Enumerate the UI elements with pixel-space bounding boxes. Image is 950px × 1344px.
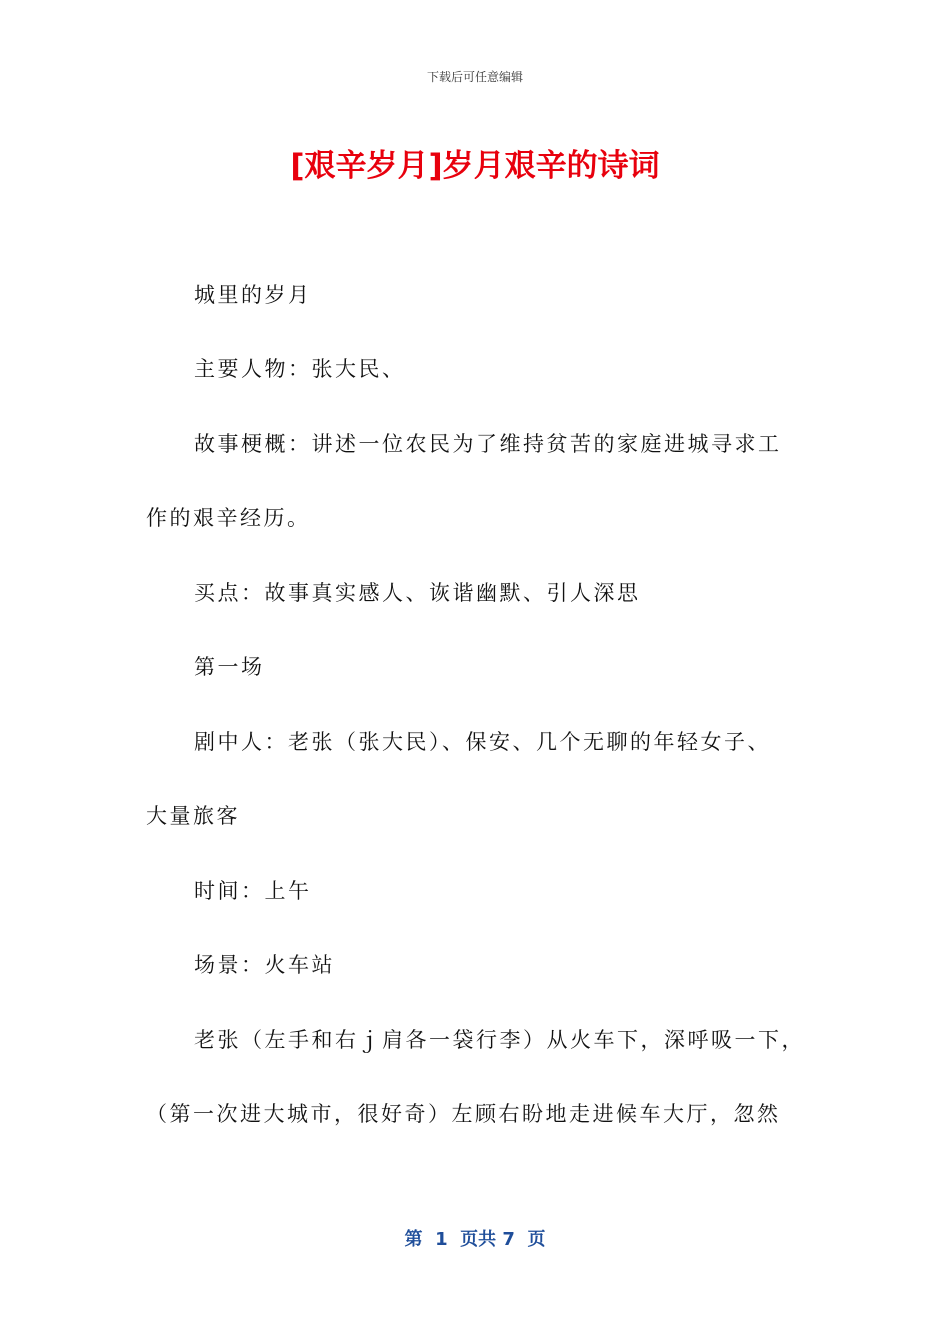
body-line: 老张（左手和右ｊ肩各一袋行李）从火车下，深呼吸一下，	[194, 1028, 805, 1052]
body-line: 作的艰辛经历。	[146, 506, 311, 530]
body-line: 城里的岁月	[194, 283, 312, 307]
body-line: （第一次进大城市，很好奇）左顾右盼地走进候车大厅，忽然	[146, 1102, 781, 1126]
body-line: 买点：故事真实感人、诙谐幽默、引人深思	[194, 581, 641, 605]
header-note: 下载后可任意编辑	[426, 70, 523, 84]
body-line: 大量旅客	[146, 804, 240, 828]
body-line: 故事梗概：讲述一位农民为了维持贫苦的家庭进城寻求工	[194, 432, 782, 456]
body-line: 主要人物：张大民、	[194, 357, 406, 381]
body-line: 场景：火车站	[194, 953, 335, 977]
body-line: 时间：上午	[194, 879, 312, 903]
page-number: 第 1 页共 7 页	[404, 1229, 546, 1250]
document-title: [艰辛岁月]岁月艰辛的诗词	[290, 148, 660, 184]
body-line: 剧中人：老张（张大民）、保安、几个无聊的年轻女子、	[194, 730, 771, 754]
body-line: 第一场	[194, 655, 265, 679]
